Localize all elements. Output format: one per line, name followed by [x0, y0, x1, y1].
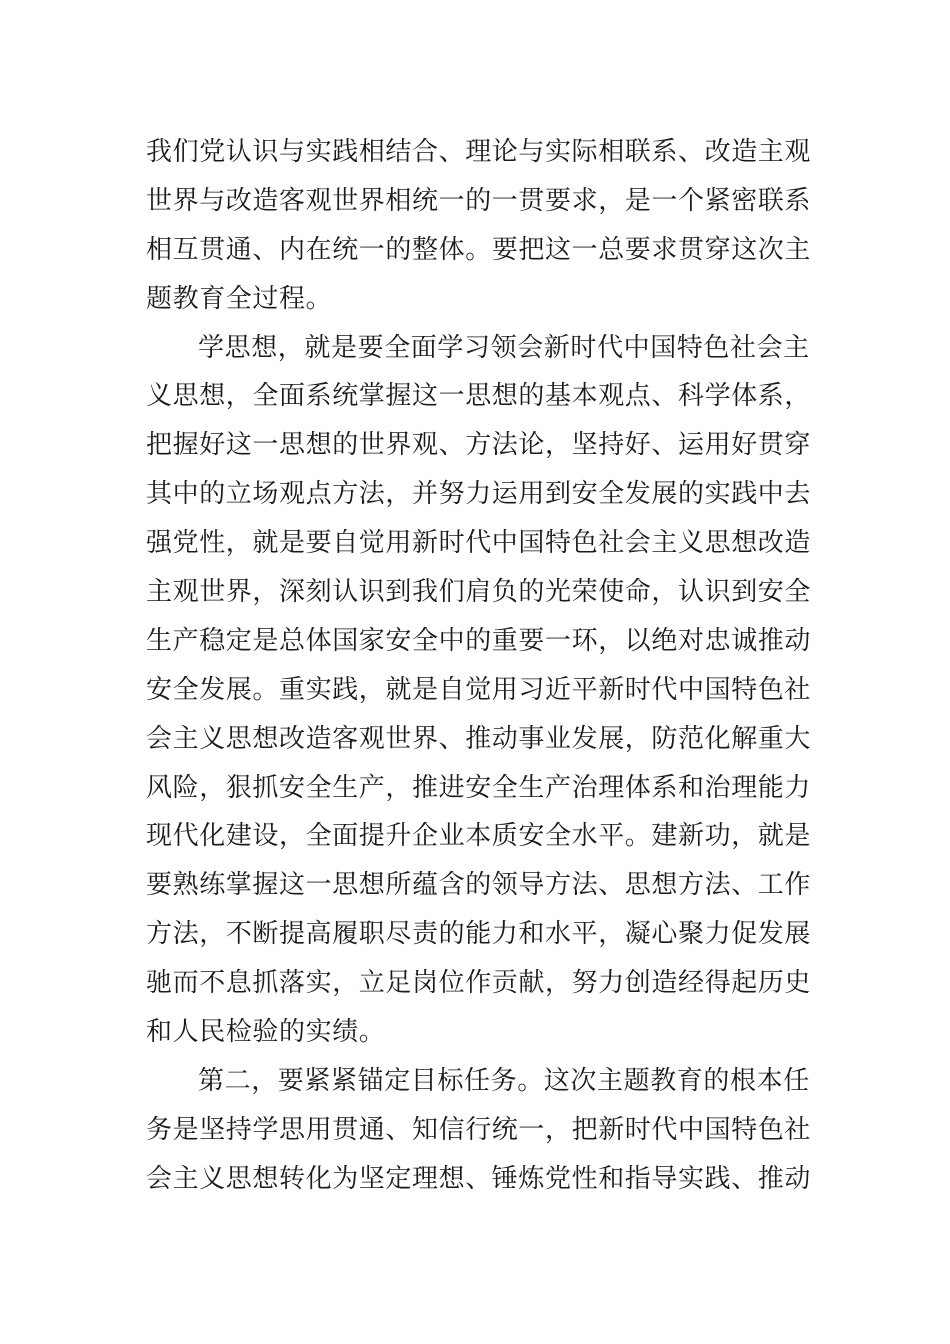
text-line: 生产稳定是总体国家安全中的重要一环，以绝对忠诚推动 [146, 625, 812, 656]
text-line: 第二，要紧紧锚定目标任务。这次主题教育的根本任 [198, 1065, 810, 1096]
text-line: 主观世界，深刻认识到我们肩负的光荣使命，认识到安全 [146, 577, 812, 608]
text-line: 世界与改造客观世界相统一的一贯要求，是一个紧密联系 [146, 185, 812, 216]
paragraph-1 [146, 128, 812, 324]
text-line: 务是坚持学思用贯通、知信行统一，把新时代中国特色社 [146, 1114, 812, 1145]
paragraph-2 [146, 324, 812, 1057]
text-line: 会主义思想转化为坚定理想、锤炼党性和指导实践、推动 [146, 1163, 812, 1194]
text-line: 学思想，就是要全面学习领会新时代中国特色社会主 [198, 332, 810, 363]
paragraph-3 [146, 1057, 812, 1204]
text-line: 强党性，就是要自觉用新时代中国特色社会主义思想改造 [146, 528, 812, 559]
text-line: 安全发展。重实践，就是自觉用习近平新时代中国特色社 [146, 674, 812, 705]
text-line: 把握好这一思想的世界观、方法论，坚持好、运用好贯穿 [146, 430, 812, 461]
text-line: 和人民检验的实绩。 [146, 1017, 386, 1048]
text-line: 题教育全过程。 [146, 283, 333, 314]
text-line: 相互贯通、内在统一的整体。要把这一总要求贯穿这次主 [146, 234, 812, 265]
text-line: 其中的立场观点方法，并努力运用到安全发展的实践中去 [146, 479, 812, 510]
text-line: 驰而不息抓落实，立足岗位作贡献，努力创造经得起历史 [146, 968, 812, 999]
text-line: 现代化建设，全面提升企业本质安全水平。建新功，就是 [146, 821, 812, 852]
text-line: 方法，不断提高履职尽责的能力和水平，凝心聚力促发展 [146, 919, 812, 950]
text-line: 要熟练掌握这一思想所蕴含的领导方法、思想方法、工作 [146, 870, 812, 901]
text-line: 会主义思想改造客观世界、推动事业发展，防范化解重大 [146, 723, 812, 754]
text-line: 我们党认识与实践相结合、理论与实际相联系、改造主观 [146, 137, 812, 167]
text-line: 义思想，全面系统掌握这一思想的基本观点、科学体系， [146, 381, 812, 412]
body-text [146, 128, 812, 1204]
text-line: 风险，狠抓安全生产，推进安全生产治理体系和治理能力 [146, 772, 812, 803]
